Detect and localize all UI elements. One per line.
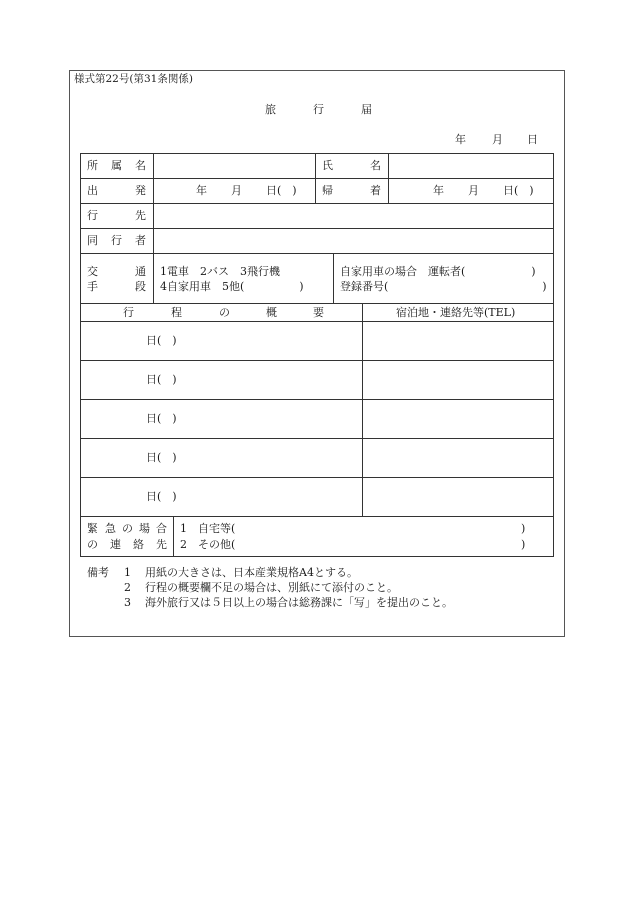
name-label-1: 氏: [322, 159, 333, 172]
title-char-1: 旅: [265, 103, 276, 116]
date-day[interactable]: 日: [527, 133, 538, 146]
row-divider: [80, 303, 554, 304]
table-left-border: [80, 153, 81, 556]
title-char-3: 届: [361, 103, 372, 116]
name-label-2: 名: [370, 159, 381, 172]
return-month[interactable]: 月: [468, 184, 479, 197]
dest-label-1: 行: [87, 209, 98, 222]
depart-day[interactable]: 日( ): [266, 184, 297, 197]
column-divider: [388, 153, 389, 203]
date-year[interactable]: 年: [455, 133, 466, 146]
contact-header: 宿泊地・連絡先等(TEL): [396, 306, 516, 319]
row-divider: [80, 253, 554, 254]
emergency-label-2b: 連: [110, 538, 121, 551]
emergency-other-option[interactable]: 2 その他(: [180, 538, 236, 551]
depart-label-1: 出: [87, 184, 98, 197]
transport-label-2b: 段: [135, 280, 146, 293]
private-car-driver[interactable]: 自家用車の場合 運転者( ): [340, 265, 536, 278]
emergency-label-1a: 緊: [87, 522, 98, 535]
emergency-column-divider: [173, 516, 174, 556]
row-divider: [80, 228, 554, 229]
emergency-other-close: ): [521, 538, 526, 551]
emergency-label-1c: の: [122, 522, 133, 535]
note-2-number: 2: [124, 581, 131, 594]
emergency-home-option[interactable]: 1 自宅等(: [180, 522, 236, 535]
dept-label-1: 所: [87, 159, 98, 172]
row-divider: [80, 203, 554, 204]
dept-label-2: 属: [111, 159, 122, 172]
note-1-number: 1: [124, 566, 131, 579]
transport-options-1[interactable]: 1電車 2バス 3飛行機: [160, 265, 280, 278]
itinerary-header-5: 要: [313, 306, 324, 319]
itinerary-header-1: 行: [123, 306, 134, 319]
form-frame: [69, 70, 565, 637]
form-id: 様式第22号(第31条関係): [74, 73, 193, 85]
row-divider: [80, 477, 554, 478]
note-3-text: 海外旅行又は５日以上の場合は総務課に「写」を提出のこと。: [145, 596, 453, 609]
row-divider: [80, 178, 554, 179]
itinerary-day-5[interactable]: 日( ): [146, 490, 177, 503]
itinerary-header-2: 程: [171, 306, 182, 319]
itinerary-day-4[interactable]: 日( ): [146, 451, 177, 464]
note-2-text: 行程の概要欄不足の場合は、別紙にて添付のこと。: [145, 581, 398, 594]
private-car-registration[interactable]: 登録番号( ): [340, 280, 547, 293]
emergency-label-1e: 合: [156, 522, 167, 535]
emergency-home-close: ): [521, 522, 526, 535]
emergency-label-2a: の: [87, 538, 98, 551]
title-char-2: 行: [313, 103, 324, 116]
transport-label-1a: 交: [87, 265, 98, 278]
depart-label-2: 発: [135, 184, 146, 197]
transport-label-2a: 手: [87, 280, 98, 293]
note-3-number: 3: [124, 596, 131, 609]
depart-month[interactable]: 月: [231, 184, 242, 197]
table-top-border: [80, 153, 554, 154]
transport-options-2[interactable]: 4自家用車 5他( ): [160, 280, 304, 293]
emergency-label-2c: 絡: [133, 538, 144, 551]
notes-label: 備考: [87, 566, 109, 579]
return-label-2: 着: [370, 184, 381, 197]
dept-label-3: 名: [135, 159, 146, 172]
date-month[interactable]: 月: [492, 133, 503, 146]
itinerary-day-3[interactable]: 日( ): [146, 412, 177, 425]
row-divider: [80, 438, 554, 439]
dest-label-2: 先: [135, 209, 146, 222]
itinerary-day-2[interactable]: 日( ): [146, 373, 177, 386]
itinerary-header-4: 概: [266, 306, 277, 319]
table-right-border: [553, 153, 554, 556]
row-divider: [80, 399, 554, 400]
row-divider: [80, 516, 554, 517]
note-1-text: 用紙の大きさは、日本産業規格A4とする。: [145, 566, 358, 579]
itinerary-day-1[interactable]: 日( ): [146, 334, 177, 347]
column-divider: [315, 153, 316, 203]
depart-year[interactable]: 年: [196, 184, 207, 197]
column-divider: [333, 253, 334, 303]
return-year[interactable]: 年: [433, 184, 444, 197]
itinerary-header-3: の: [219, 306, 230, 319]
companion-label-2: 行: [111, 234, 122, 247]
return-day[interactable]: 日( ): [503, 184, 534, 197]
transport-label-1b: 通: [135, 265, 146, 278]
emergency-label-1b: 急: [105, 522, 116, 535]
itinerary-column-divider: [362, 303, 363, 516]
emergency-label-1d: 場: [139, 522, 150, 535]
label-column-divider: [153, 153, 154, 303]
companion-label-1: 同: [87, 234, 98, 247]
emergency-label-2d: 先: [156, 538, 167, 551]
table-bottom-border: [80, 556, 554, 557]
companion-label-3: 者: [135, 234, 146, 247]
row-divider: [80, 360, 554, 361]
row-divider: [80, 321, 554, 322]
return-label-1: 帰: [322, 184, 333, 197]
